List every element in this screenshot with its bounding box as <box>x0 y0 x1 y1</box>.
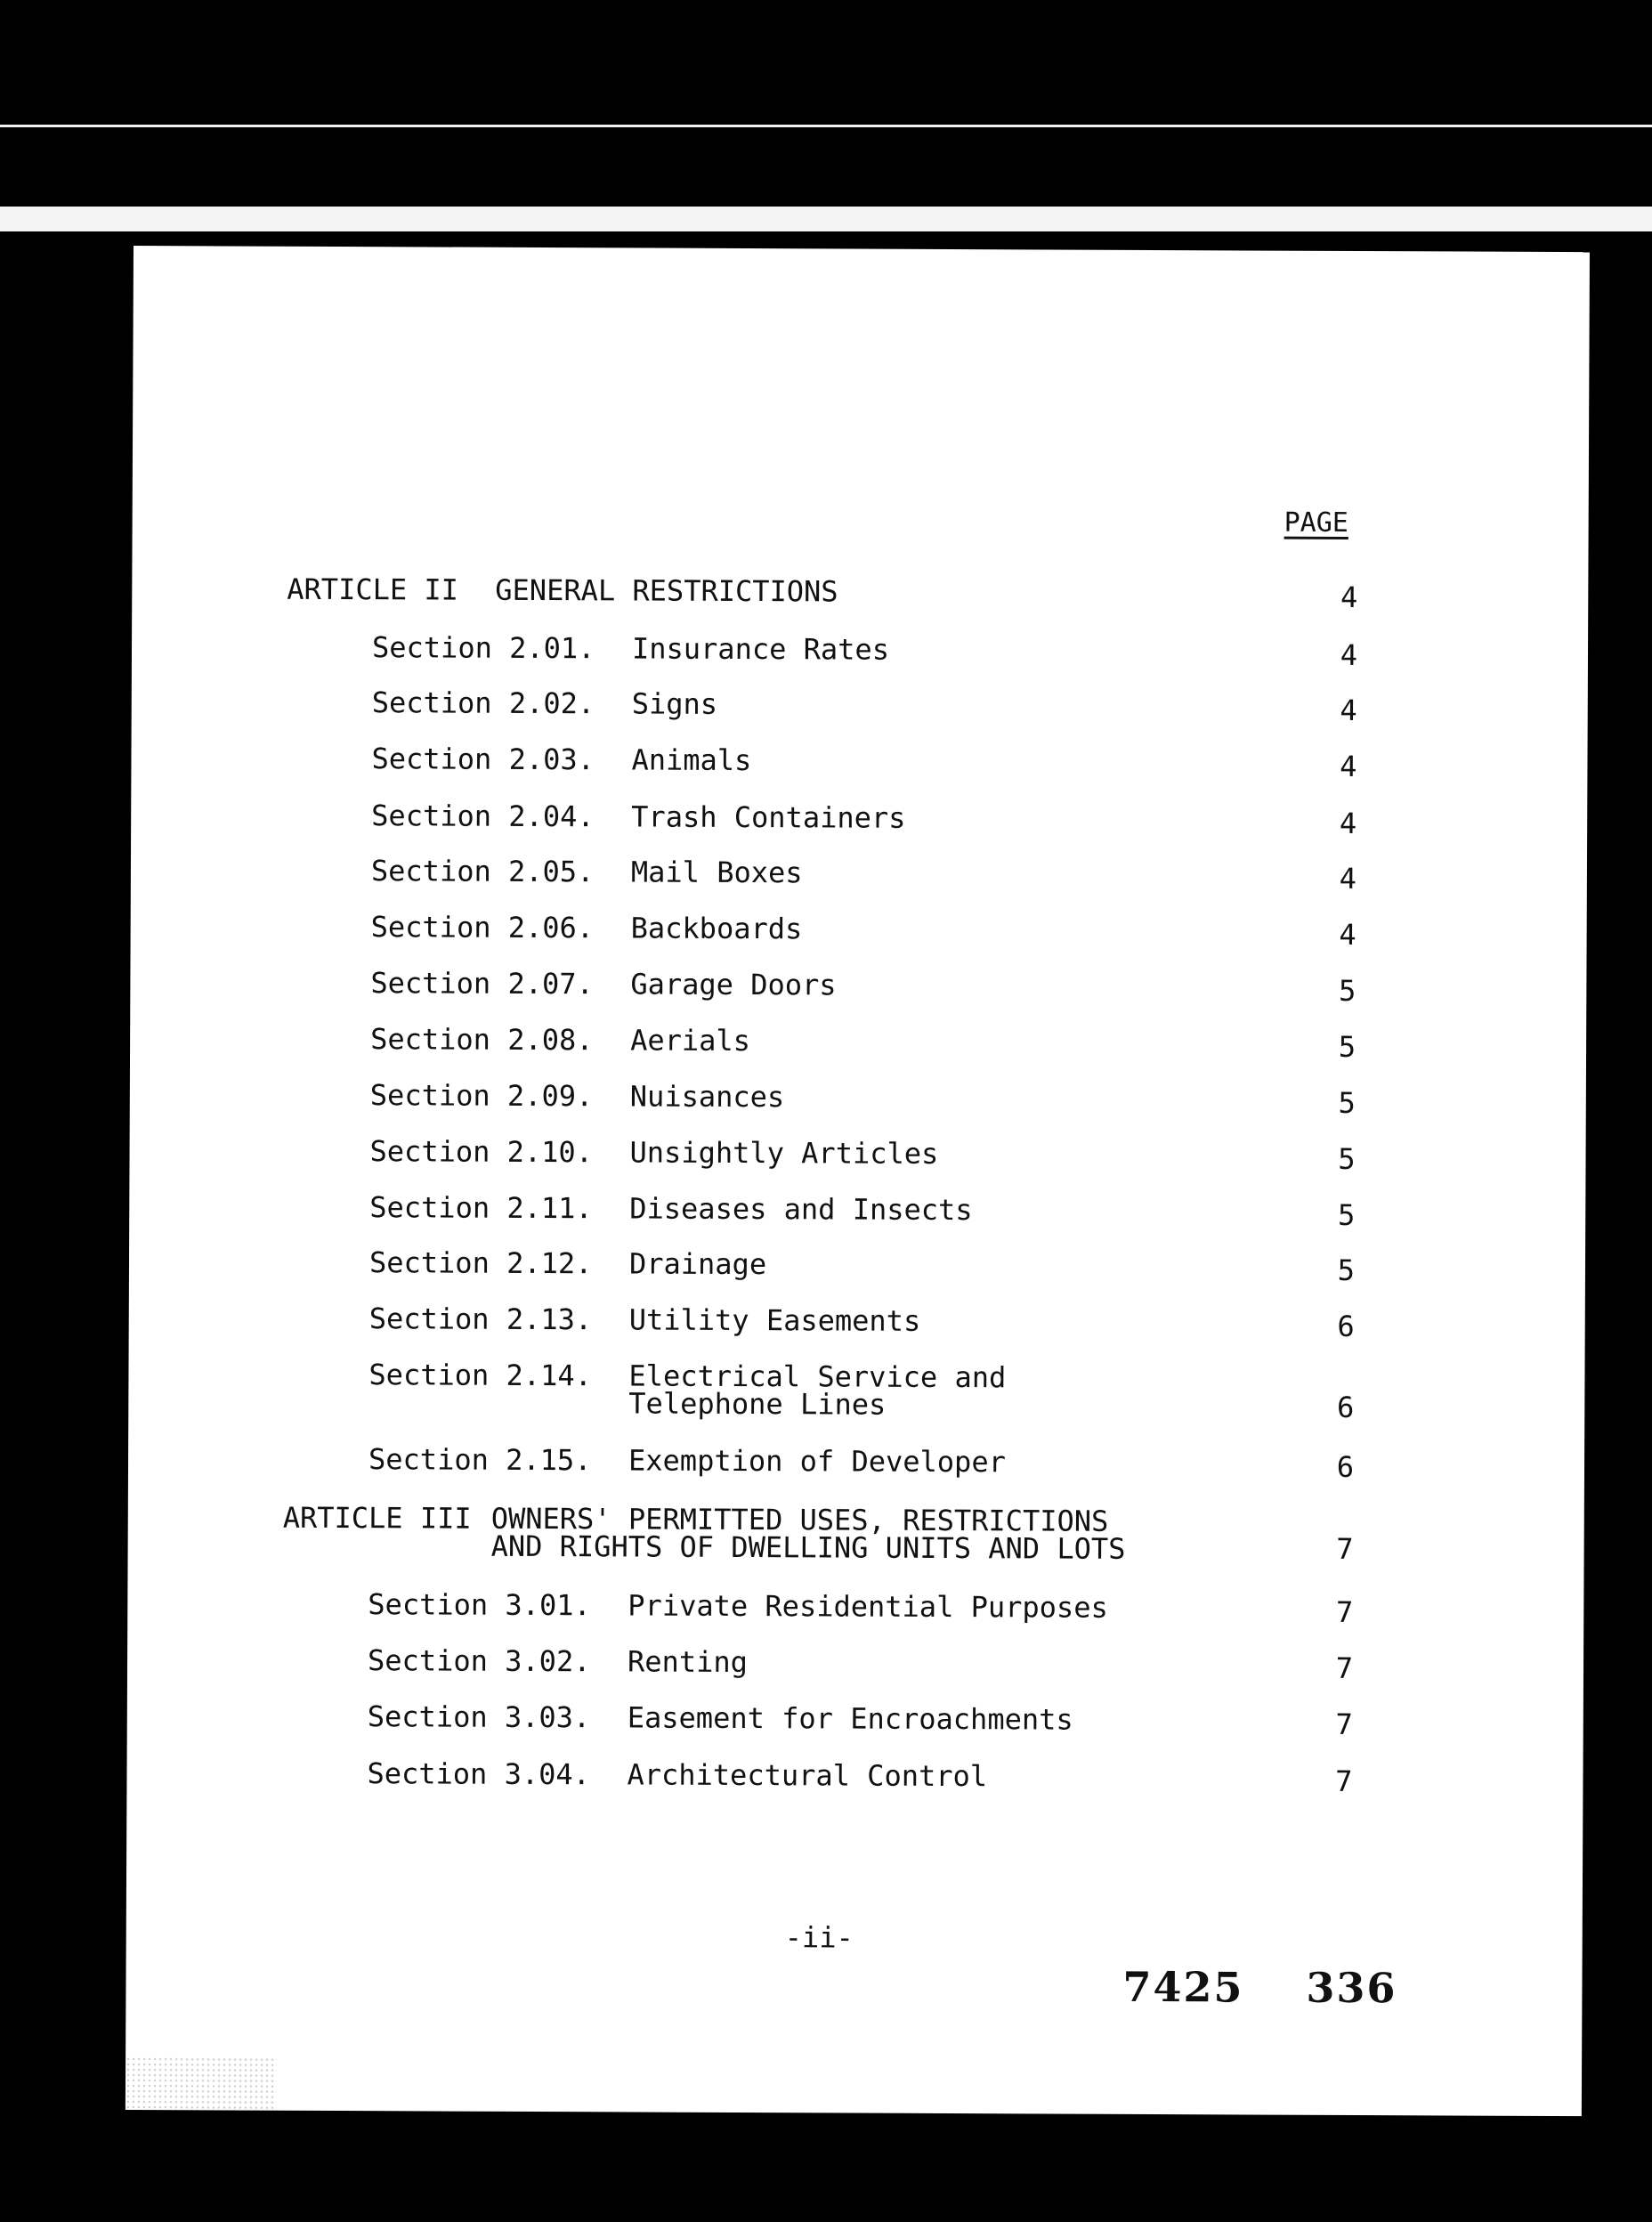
toc-article-row <box>132 572 1588 615</box>
section-number: Section 2.12. <box>368 1245 593 1281</box>
toc-section-row <box>129 1190 1585 1232</box>
footer-page-number: -ii- <box>784 1920 854 1955</box>
toc-page-number: 6 <box>1337 1309 1355 1343</box>
scan-speckle <box>126 2056 277 2111</box>
section-number: Section 2.14. <box>368 1358 593 1393</box>
section-title: Drainage <box>628 1246 767 1282</box>
scan-edge-band <box>0 207 1652 231</box>
section-title: Utility Easements <box>628 1302 921 1338</box>
toc-page-number: 7 <box>1335 1594 1354 1629</box>
toc-page-number: 4 <box>1340 693 1357 728</box>
section-number: Section 3.01. <box>368 1587 591 1623</box>
section-number: Section 2.08. <box>370 1022 594 1058</box>
toc-section-row <box>130 1022 1586 1064</box>
section-number: Section 2.07. <box>370 966 594 1002</box>
toc-page-number: 6 <box>1336 1449 1355 1484</box>
section-number: Section 2.13. <box>368 1302 593 1337</box>
toc-section-row <box>127 1699 1583 1741</box>
toc-section-row <box>127 1643 1583 1685</box>
toc-section-row <box>129 1358 1585 1424</box>
article-title: OWNERS' PERMITTED USES, RESTRICTIONS AND RIGHTS OF DWELLING UNITS AND LOTS <box>490 1501 1126 1566</box>
section-title: Easement for Encroachments <box>627 1700 1073 1737</box>
toc-page-number: 4 <box>1340 749 1357 784</box>
section-title: Mail Boxes <box>630 855 803 890</box>
section-title: Backboards <box>630 911 803 946</box>
section-title: Insurance Rates <box>631 631 890 667</box>
section-number: Section 2.15. <box>368 1442 592 1478</box>
toc-page-number: 7 <box>1335 1650 1354 1685</box>
section-title: Renting <box>627 1644 749 1680</box>
section-number: Section 2.06. <box>370 910 595 945</box>
section-title: Private Residential Purposes <box>628 1588 1108 1625</box>
toc-section-row <box>131 854 1587 896</box>
page-column-heading: PAGE <box>1284 507 1348 539</box>
section-title: Architectural Control <box>627 1757 988 1794</box>
section-number: Section 2.04. <box>371 799 595 834</box>
toc-section-row <box>130 1134 1586 1176</box>
section-number: Section 2.10. <box>369 1134 594 1170</box>
recording-stamp-page: 336 <box>1306 1963 1397 2013</box>
toc-section-row <box>128 1442 1584 1484</box>
toc-section-row <box>127 1587 1583 1629</box>
toc-page-number: 4 <box>1340 637 1358 673</box>
toc-page-number: 5 <box>1338 1029 1356 1064</box>
toc-page-number: 4 <box>1339 917 1356 953</box>
section-number: Section 2.02. <box>371 685 595 721</box>
scan-edge-line <box>0 125 1652 127</box>
toc-page-number: 5 <box>1338 1141 1356 1176</box>
toc-page-number: 5 <box>1337 1253 1356 1287</box>
toc-page-number: 7 <box>1336 1531 1354 1566</box>
article-number: ARTICLE II <box>287 572 459 607</box>
section-title: Signs <box>631 686 718 721</box>
toc-article-row <box>128 1500 1584 1566</box>
section-number: Section 2.05. <box>370 854 595 889</box>
toc-section-row <box>127 1756 1583 1798</box>
toc-section-row <box>132 685 1588 728</box>
section-title: Unsightly Articles <box>629 1135 939 1171</box>
section-number: Section 2.01. <box>371 630 595 666</box>
section-number: Section 3.04. <box>367 1756 591 1792</box>
toc-page-number: 4 <box>1340 580 1358 615</box>
section-title: Animals <box>631 742 752 778</box>
section-title: Aerials <box>630 1023 751 1058</box>
section-title: Exemption of Developer <box>628 1443 1006 1480</box>
toc-page-number: 5 <box>1337 1197 1356 1232</box>
toc-section-row <box>130 966 1586 1009</box>
section-title: Garage Doors <box>630 967 837 1002</box>
section-number: Section 2.11. <box>369 1190 593 1226</box>
article-number: ARTICLE III <box>282 1500 472 1536</box>
toc-page-number: 7 <box>1335 1764 1353 1798</box>
section-number: Section 2.09. <box>369 1078 594 1114</box>
section-title: Diseases and Insects <box>629 1191 973 1228</box>
section-title: Trash Containers <box>631 799 906 835</box>
recording-stamp-book: 7425 <box>1122 1962 1244 2012</box>
toc-page-number: 4 <box>1339 861 1356 896</box>
section-title: Electrical Service and Telephone Lines <box>628 1358 1007 1422</box>
section-number: Section 3.02. <box>367 1643 591 1679</box>
article-title: GENERAL RESTRICTIONS <box>495 572 838 609</box>
toc-section-row <box>129 1245 1585 1287</box>
toc-section-row <box>131 910 1587 953</box>
toc-section-row <box>132 742 1588 784</box>
document-page <box>126 246 1590 2116</box>
toc-page-number: 6 <box>1336 1390 1355 1424</box>
toc-section-row <box>130 1078 1586 1120</box>
toc-page-number: 4 <box>1339 806 1357 841</box>
section-number: Section 2.03. <box>371 742 595 777</box>
toc-page-number: 7 <box>1335 1707 1353 1741</box>
toc-page-number: 5 <box>1338 1085 1356 1120</box>
toc-page-number: 5 <box>1339 973 1356 1009</box>
section-title: Nuisances <box>629 1079 785 1115</box>
section-number: Section 3.03. <box>367 1699 591 1735</box>
toc-section-row <box>129 1302 1585 1343</box>
toc-section-row <box>132 630 1588 673</box>
toc-section-row <box>131 799 1587 841</box>
